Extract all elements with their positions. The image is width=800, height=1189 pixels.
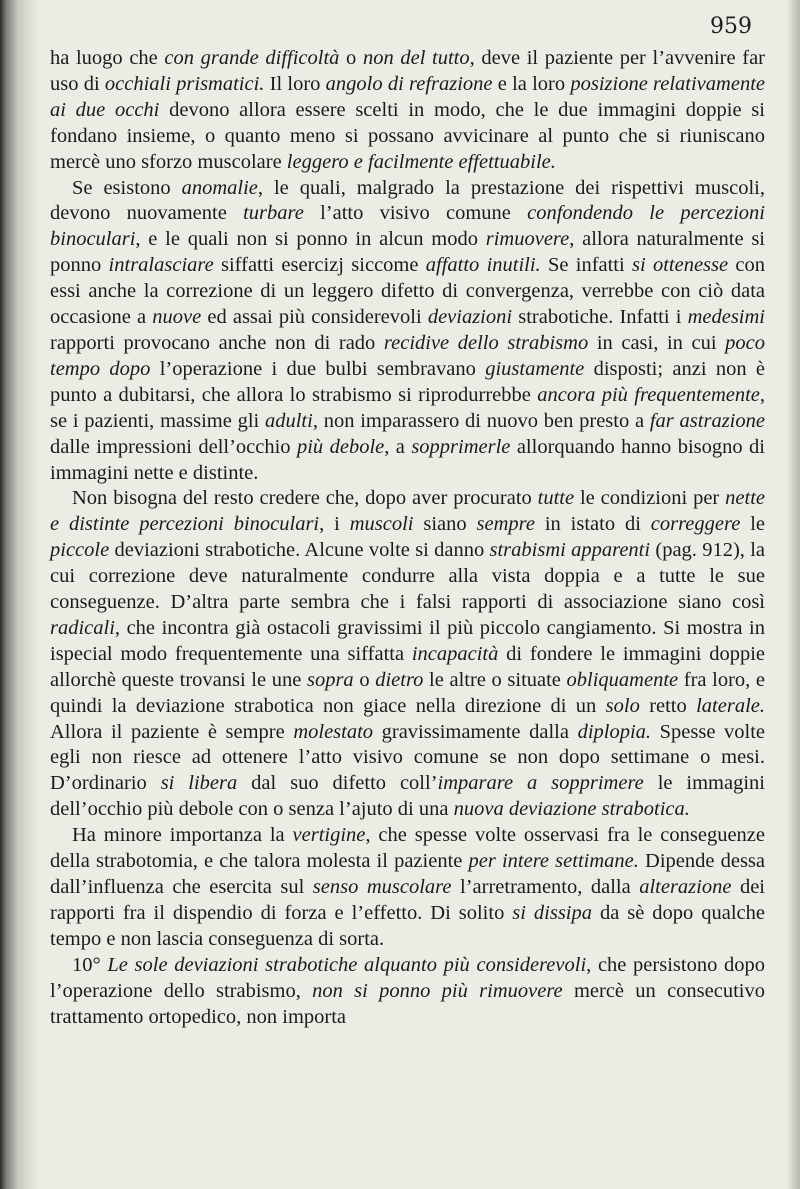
italic-run: far astrazione [649,409,765,432]
italic-run: vertigine [292,824,366,847]
italic-run: sempre [476,513,535,536]
italic-run: recidive dello strabismo [383,331,589,354]
text-run: devono allora essere scelti in modo, che le due immagini doppie si fondano insieme, o quanto meno si possano avvicinare al punto che si riuniscano mercè uno sforzo muscolare [50,98,765,173]
paragraph [50,823,765,953]
text-run: , a [384,435,412,458]
italic-run: obliquamente [566,668,679,691]
italic-run: strabismi apparenti [489,539,651,562]
text-run: , che incontra già ostacoli gravissimi il più piccolo cangiamento. Si mostra in ispecial modo frequentemente una siffatta [50,616,765,665]
text-run: in istato di [534,513,651,536]
text-run: in casi, in cui [588,331,726,354]
italic-run: rimuovere [485,228,570,251]
text-run: Spesse volte egli non riesce ad ottenere l’atto visivo comune se non dopo settimane o mesi. D’ordinario [50,720,766,795]
text-run: siffatti esercizj siccome [213,254,426,277]
text-body [50,46,765,1030]
text-run: l’operazione i due bulbi sembravano [150,357,486,380]
italic-run: ancora più frequentemente [537,383,760,406]
italic-run: leggero e facilmente effettuabile. [286,150,556,173]
italic-run: incapacità [411,642,499,665]
italic-run: muscoli [349,513,414,536]
text-run: dalle impressioni dell’occhio [50,435,297,458]
text-run: di fondere le immagini doppie allorchè queste trovansi le une [50,642,766,691]
text-run: , che persistono dopo l’operazione dello strabismo, [50,953,765,1002]
italic-run: poco tempo dopo [50,331,765,380]
italic-run: medesimi [687,306,765,329]
italic-run: Le sole deviazioni strabotiche alquanto più considerevoli [107,953,587,976]
italic-run: posizione relativamente ai due occhi [50,72,765,121]
italic-run: si ottenesse [632,254,729,277]
italic-run: molestato [293,720,374,743]
text-run: da sè dopo qualche tempo e non lascia conseguenza di sorta. [50,901,766,950]
italic-run: nuove [152,306,202,329]
italic-run: per intere settimane. [468,850,639,873]
text-run: ha luogo che [50,47,165,69]
italic-run: nette e distinte percezioni binoculari [50,487,765,536]
italic-run: deviazioni [427,306,513,329]
italic-run: con grande difficoltà [164,47,340,69]
italic-run: solo [605,694,640,717]
italic-run: turbare [243,202,304,225]
italic-run: angolo di refrazione [325,72,493,95]
italic-run: confondendo le percezioni binoculari [50,202,765,251]
italic-run: non del tutto [362,47,470,69]
italic-run: alterazione [639,876,732,898]
italic-run: imparare a sopprimere [437,772,644,795]
text-run: , i [319,513,350,536]
paragraph [50,953,765,1031]
text-run: e la loro [492,72,571,95]
italic-run: senso muscolare [312,876,452,898]
italic-run: giustamente [485,357,585,380]
italic-run: più debole [296,435,385,458]
text-run: Se esistono [72,176,182,199]
text-run: l’atto visivo comune [303,202,528,225]
text-run: deviazioni strabotiche. Alcune volte si danno [109,539,490,562]
italic-run: adulti [264,409,313,432]
text-run: , e le quali non si ponno in alcun modo [135,228,486,251]
italic-run: si dissipa [512,901,593,924]
text-run: Ha minore importanza la [72,824,293,847]
italic-run: tutte [537,487,575,510]
italic-run: correggere [650,513,741,536]
text-run: disposti; anzi non è punto a dubitarsi, che allora lo strabismo si riprodurrebbe [50,357,765,406]
binding-edge [0,0,38,1189]
italic-run: diplopia. [577,720,652,743]
italic-run: sopprimerle [411,435,511,458]
text-run: Se infatti [540,254,632,277]
italic-run: si libera [160,772,238,795]
text-run: Dipende dessa dall’influenza che esercita sul [50,850,766,898]
italic-run: affatto inutili. [425,254,541,277]
text-run: allorquando hanno bisogno di immagini nette e distinte. [50,435,765,484]
text-run: strabotiche. Infatti i [512,306,688,329]
text-run: Allora il paziente è sempre [50,720,294,743]
text-run: gravissimamente dalla [373,720,578,743]
text-run: , se i pazienti, massime gli [50,383,766,432]
italic-run: nuova deviazione strabotica. [453,798,690,821]
text-run: o [353,668,376,691]
italic-run: laterale. [696,694,765,717]
text-run: (pag. 912), la cui correzione deve naturalmente condurre alla vista doppia e a tutte le sue conseguenze. D’altra parte sembra che i falsi rapporti di associazione siano così [50,539,765,614]
text-run: , che spesse volte osservasi fra le conseguenze della strabotomia, e che talora molesta il paziente [50,824,765,873]
text-run: le [740,513,765,536]
italic-run: radicali [50,616,115,639]
text-run: dal suo difetto coll’ [237,772,438,795]
text-run: le condizioni per [574,487,726,510]
italic-run: piccole [50,539,110,562]
text-run: Non bisogna del resto credere che, dopo aver procurato [72,487,538,510]
italic-run: intralasciare [108,254,214,277]
text-run: dei rapporti fra il dispendio di forza e l’effetto. Di solito [50,876,765,924]
text-run: le altre o situate [423,668,567,691]
text-run: o [339,47,363,69]
text-run: , deve il paziente per l’avvenire far uso di [50,47,765,95]
paragraph [50,46,765,176]
italic-run: dietro [375,668,424,691]
text-run: , le quali, malgrado la prestazione dei rispettivi muscoli, devono nuovamente [50,176,765,225]
text-run: ed assai più considerevoli [201,306,428,329]
page-number: 959 [710,14,752,39]
italic-run: sopra [306,668,354,691]
italic-run: non si ponno più rimuovere [312,979,563,1002]
page-edge [786,0,800,1189]
text-run: le immagini dell’occhio più debole con o senza l’ajuto di una [50,772,765,821]
text-run: , allora naturalmente si ponno [50,228,766,277]
text-run: rapporti provocano anche non di rado [50,331,384,354]
text-run: con essi anche la correzione di un leggero difetto di convergenza, verrebbe con ciò data occasione a [50,254,765,329]
text-run: l’arretramento, dalla [451,876,640,898]
paragraph [50,486,765,823]
text-run: retto [639,694,697,717]
italic-run: anomalie [181,176,258,199]
text-run: 10° [72,953,108,976]
text-run: , non imparassero di nuovo ben presto a [312,409,650,432]
text-run: siano [413,513,477,536]
italic-run: occhiali prismatici. [104,72,265,95]
paragraph [50,176,765,487]
text-run: fra loro, e quindi la deviazione strabotica non giace nella direzione di un [50,668,766,717]
text-run: mercè un consecutivo trattamento ortopedico, non importa [50,979,765,1028]
text-run: Il loro [264,72,326,95]
